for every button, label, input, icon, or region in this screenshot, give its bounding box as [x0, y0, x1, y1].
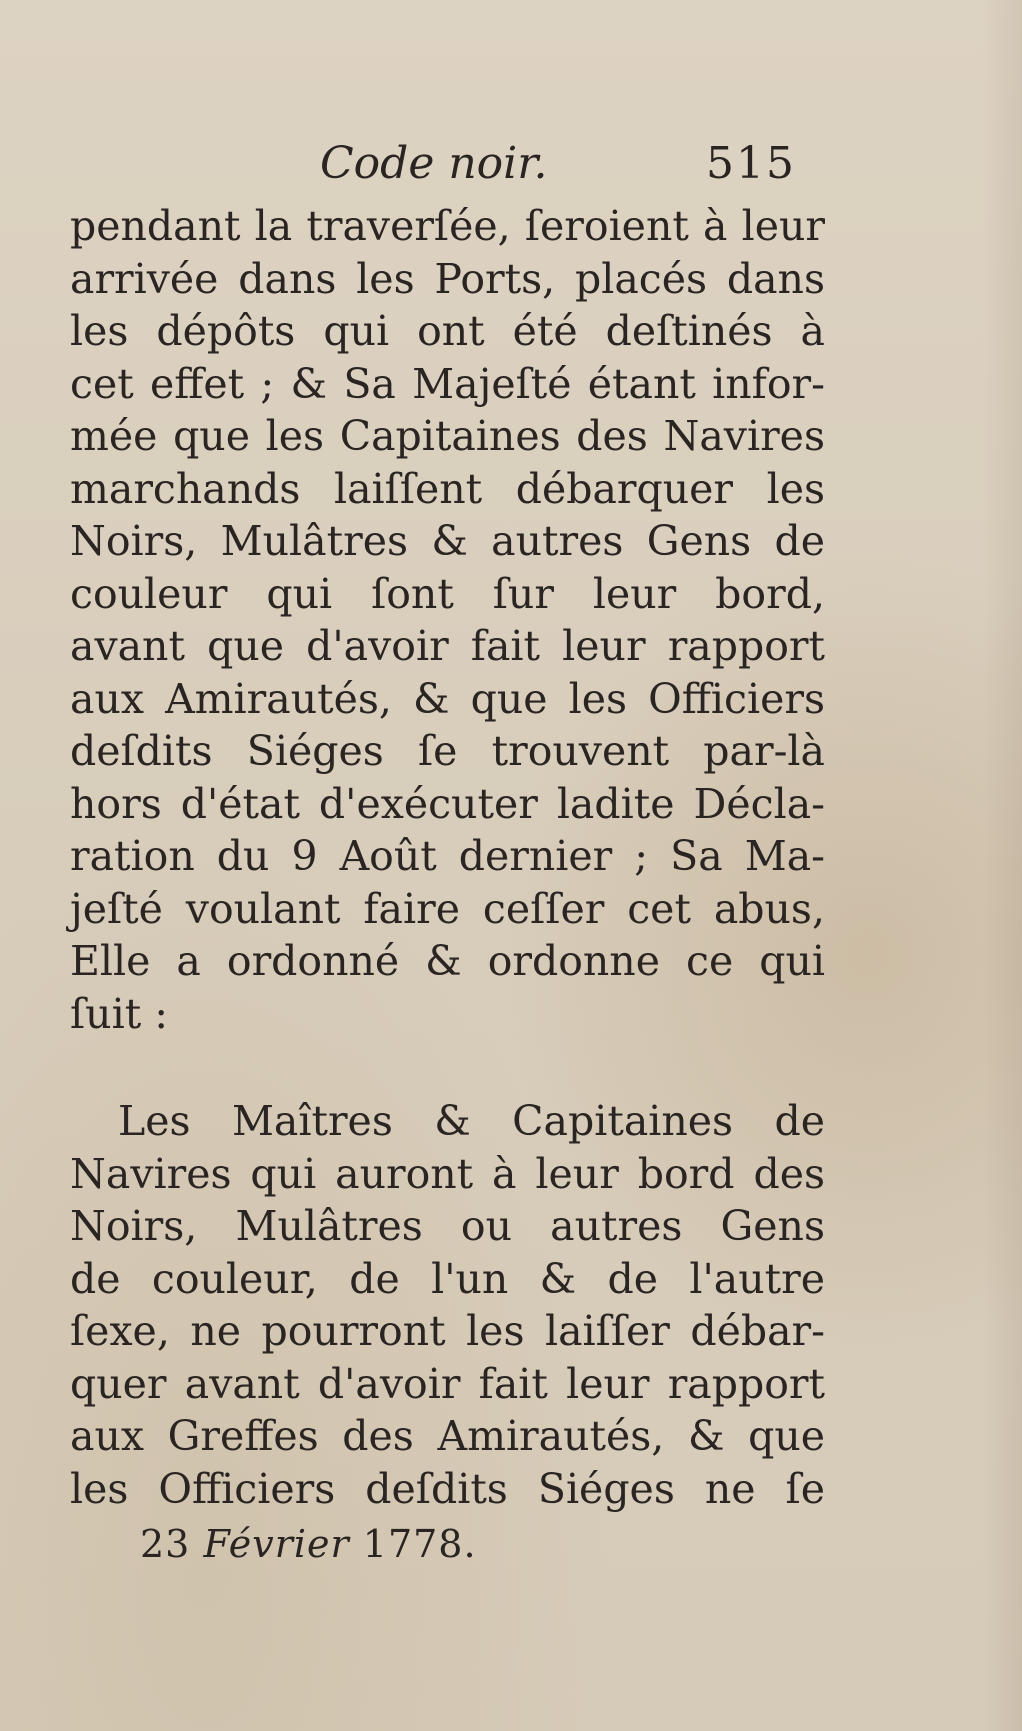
text-line: ſuit : — [70, 989, 169, 1038]
text-line: les Officiers deſdits Siéges ne ſe — [70, 1464, 825, 1513]
text-line: ſexe, ne pourront les laiſſer débar- — [70, 1307, 825, 1355]
text-line: arrivée dans les Ports, placés dans — [70, 254, 825, 303]
signature-day: 23 — [140, 1522, 191, 1566]
text-line: mée que les Capitaines des Navires — [70, 412, 825, 460]
main-text — [70, 200, 825, 1515]
signature-month: Février — [203, 1522, 350, 1566]
text-line: ration du 9 Août dernier ; Sa Ma- — [70, 832, 825, 880]
text-line: couleur qui ſont ſur leur bord, — [70, 569, 825, 618]
text-line: Noirs, Mulâtres & autres Gens de — [70, 517, 825, 565]
text-line: aux Amirautés, & que les Officiers — [70, 674, 825, 723]
running-title: Code noir. — [320, 138, 548, 189]
page-number: 515 — [706, 138, 796, 189]
text-line: Elle a ordonné & ordonne ce qui — [70, 937, 825, 985]
text-line: les dépôts qui ont été deſtinés à — [70, 307, 825, 355]
text-line: Les Maîtres & Capitaines de — [118, 1097, 825, 1145]
text-line: de couleur, de l'un & de l'autre — [70, 1254, 825, 1303]
text-line: pendant la traverſée, ſeroient à leur — [70, 202, 825, 250]
page-edge-shadow — [982, 0, 1022, 1731]
signature-year: 1778. — [362, 1522, 477, 1566]
text-line: avant que d'avoir fait leur rapport — [70, 622, 825, 670]
paragraph-gap — [70, 1040, 825, 1095]
text-line: Navires qui auront à leur bord des — [70, 1149, 825, 1198]
text-line: cet effet ; & Sa Majeſté étant infor- — [70, 359, 825, 408]
text-line: aux Greffes des Amirautés, & que — [70, 1412, 825, 1460]
signature-mark — [140, 1522, 477, 1566]
text-line: jeſté voulant faire ceſſer cet abus, — [70, 884, 825, 933]
text-line: marchands laiſſent débarquer les — [70, 464, 825, 513]
running-head — [0, 138, 1022, 198]
text-line: Noirs, Mulâtres ou autres Gens — [70, 1202, 825, 1250]
text-line: hors d'état d'exécuter ladite Décla- — [70, 779, 825, 828]
text-line: deſdits Siéges ſe trouvent par-là — [70, 727, 825, 775]
text-line: quer avant d'avoir fait leur rapport — [70, 1359, 825, 1408]
